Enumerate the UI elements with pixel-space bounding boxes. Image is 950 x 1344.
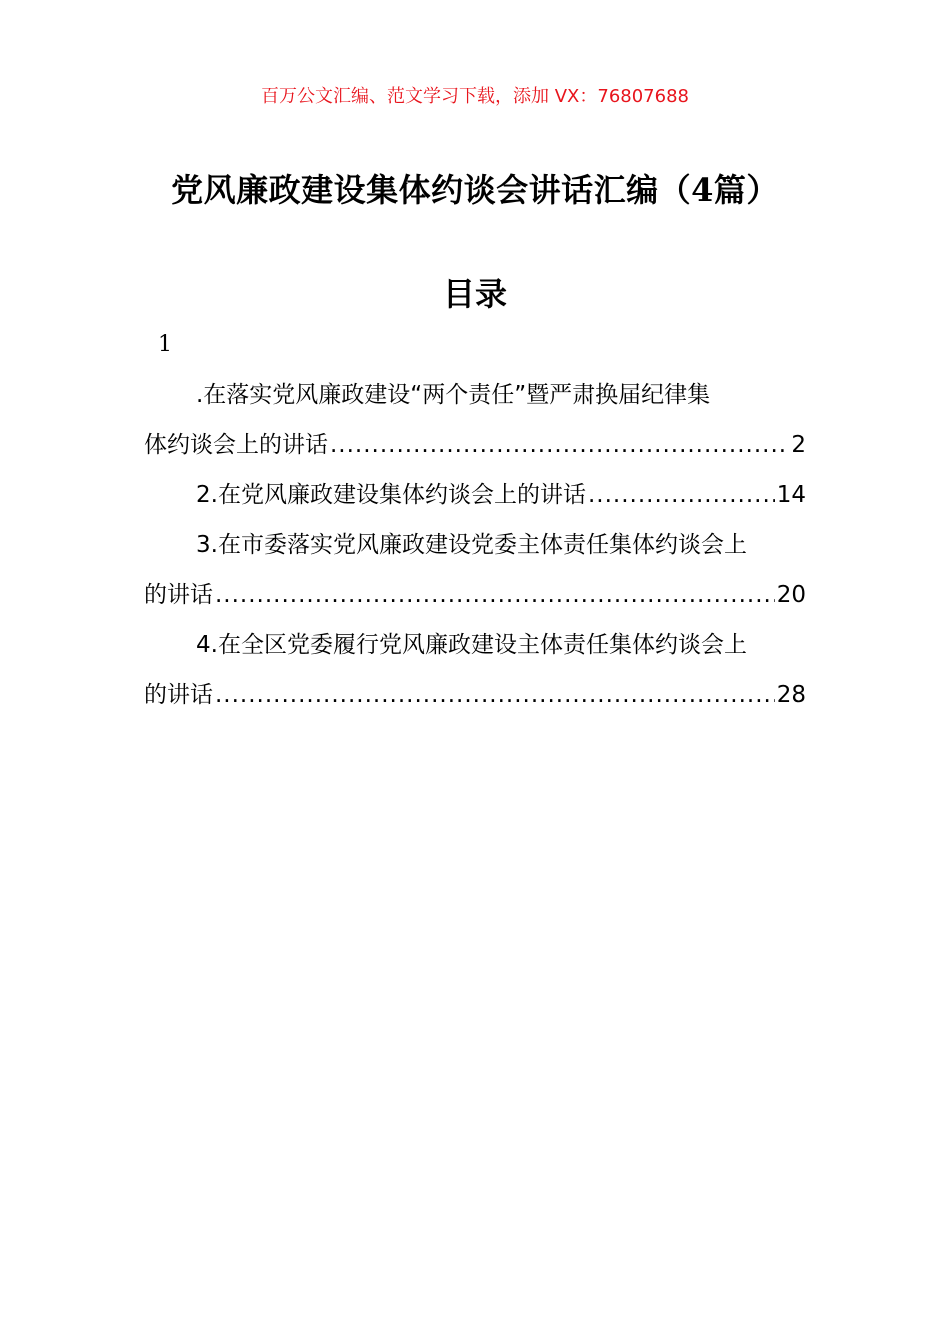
dot-leader (330, 420, 789, 470)
toc-entry-1-text: .在落实党风廉政建设“两个责任”暨严肃换届纪律集 (196, 382, 711, 408)
title-suffix: 篇） (713, 171, 779, 209)
title-number: 4 (691, 171, 714, 209)
toc-entry-3-text-cont: 的讲话 (144, 582, 213, 608)
toc-entry-4-text-cont: 的讲话 (144, 682, 213, 708)
toc-entry-3-line1 (144, 520, 806, 570)
toc-entry-2-page: 14 (776, 482, 806, 508)
toc-entry-3-text: 3.在市委落实党风廉政建设党委主体责任集体约谈会上 (196, 532, 747, 558)
toc-entry-4-page: 28 (776, 682, 806, 708)
toc-entry-1[interactable] (144, 370, 806, 470)
toc-entry-1-line1 (144, 370, 806, 420)
table-of-contents (144, 370, 806, 720)
toc-entry-4-text: 4.在全区党委履行党风廉政建设主体责任集体约谈会上 (196, 632, 747, 658)
toc-entry-3-page: 20 (776, 582, 806, 608)
toc-entry-4-line1 (144, 620, 806, 670)
title-prefix: 党风廉政建设集体约谈会讲话汇编（ (171, 171, 692, 209)
stray-number: 1 (158, 332, 172, 357)
toc-entry-2-text: 2.在党风廉政建设集体约谈会上的讲话 (196, 482, 586, 508)
toc-entry-1-page: 2 (791, 432, 806, 458)
toc-entry-4[interactable] (144, 620, 806, 720)
dot-leader (215, 670, 775, 720)
toc-entry-2-line1 (144, 470, 806, 520)
document-title (0, 168, 950, 212)
toc-entry-3[interactable] (144, 520, 806, 620)
toc-entry-4-line2 (144, 670, 806, 720)
dot-leader (215, 570, 775, 620)
toc-entry-2[interactable] (144, 470, 806, 520)
toc-heading: 目录 (442, 275, 507, 313)
dot-leader (588, 470, 775, 520)
toc-entry-1-text-cont: 体约谈会上的讲话 (144, 432, 328, 458)
toc-entry-1-line2 (144, 420, 806, 470)
header-note: 百万公文汇编、范文学习下载，添加 VX：76807688 (261, 86, 689, 107)
toc-entry-3-line2 (144, 570, 806, 620)
